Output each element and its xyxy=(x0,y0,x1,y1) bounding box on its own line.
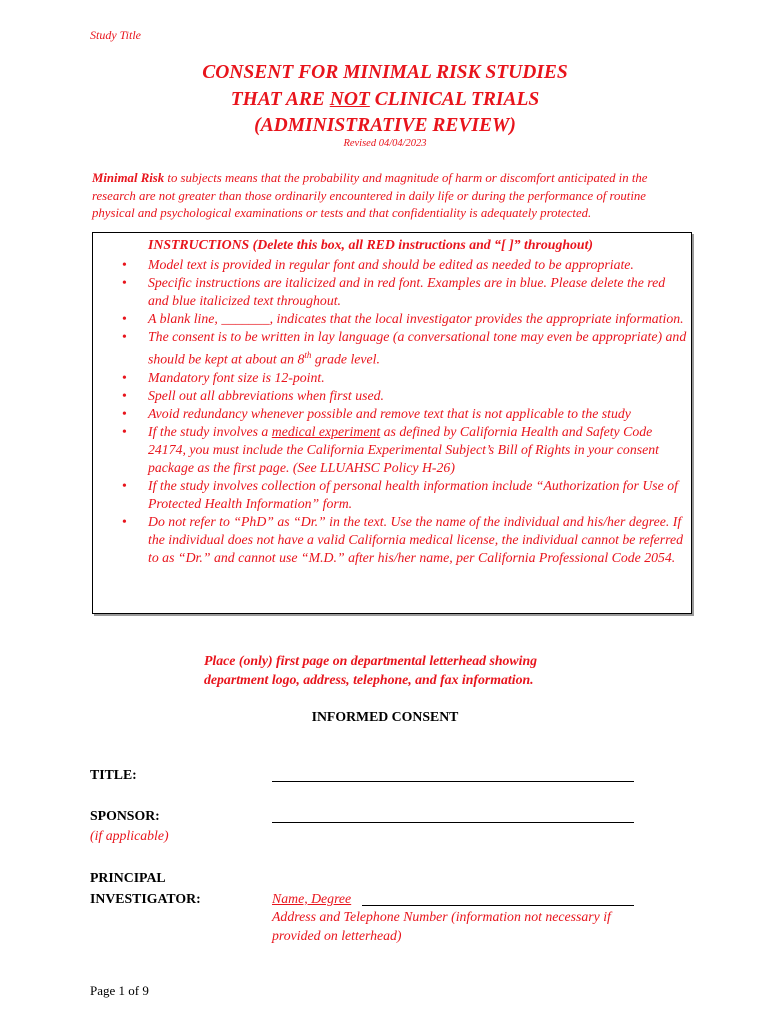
pi-address-line-2: provided on letterhead) xyxy=(272,928,402,943)
lay-language-pre: The consent is to be written in lay language (a conversational tone may even be appropriate) and should be kept at about an 8 xyxy=(148,329,687,367)
lay-language-post: grade level. xyxy=(311,351,380,367)
letterhead-note xyxy=(204,651,537,689)
informed-consent-heading: INFORMED CONSENT xyxy=(311,709,459,724)
pi-field-line[interactable] xyxy=(362,905,634,906)
instruction-item: • Spell out all abbreviations when first used. xyxy=(122,387,688,405)
instructions-heading: INSTRUCTIONS (Delete this box, all RED instructions and “[ ]” throughout) xyxy=(148,237,594,252)
instruction-item xyxy=(122,423,688,477)
title-line-2 xyxy=(0,87,770,114)
definition-term: Minimal Risk xyxy=(92,171,165,185)
document-title xyxy=(0,60,770,140)
page-number: Page 1 of 9 xyxy=(90,983,149,998)
letterhead-line-2: department logo, address, telephone, and fax information. xyxy=(204,672,534,687)
instruction-item xyxy=(122,328,688,369)
medexp-pre: If the study involves a xyxy=(148,423,272,439)
title-line-2-pre: THAT ARE xyxy=(230,88,330,110)
title-line-3: (ADMINISTRATIVE REVIEW) xyxy=(254,115,516,136)
lay-language-sup: th xyxy=(304,350,312,360)
pi-label-line-2: INVESTIGATOR: xyxy=(90,891,201,906)
sponsor-note: (if applicable) xyxy=(90,828,169,843)
title-line-2-post: CLINICAL TRIALS xyxy=(369,88,540,110)
instruction-item: • Avoid redundancy whenever possible and remove text that is not applicable to the study xyxy=(122,405,688,423)
minimal-risk-definition xyxy=(92,170,682,223)
instruction-item: • Specific instructions are italicized and in red font. Examples are in blue. Please delete the red and blue italicized text throughout. xyxy=(122,274,688,310)
definition-text: to subjects means that the probability and magnitude of harm or discomfort anticipated in the research are not greater than those ordinarily encountered in daily life or during the performance of routine physical and psychological examinations or tests and that confidentiality is adequately protected. xyxy=(92,171,648,221)
revised-date: Revised 04/04/2023 xyxy=(343,138,427,149)
instruction-item: • Do not refer to “PhD” as “Dr.” in the text. Use the name of the individual and his/her degree. If the individual does not have a valid California medical license, the individual cannot be referred to as “Dr.” and cannot use “M.D.” after his/her name, per California Professional Code 2054. xyxy=(122,513,688,567)
medexp-post: as defined by California Health and Safety Code 24174, you must include the California Experimental Subject’s Bill of Rights in your consent package as the first page. (See LLUAHSC Policy H-26) xyxy=(148,423,659,475)
title-label: TITLE: xyxy=(90,767,137,782)
pi-name-degree: Name, Degree xyxy=(272,891,352,906)
pi-label-line-1: PRINCIPAL xyxy=(90,870,166,885)
title-field-line[interactable] xyxy=(272,781,634,782)
sponsor-label: SPONSOR: xyxy=(90,808,160,823)
sponsor-field-line[interactable] xyxy=(272,822,634,823)
letterhead-line-1: Place (only) first page on departmental letterhead showing xyxy=(204,653,538,668)
instruction-item: • Mandatory font size is 12-point. xyxy=(122,369,688,387)
title-not: NOT xyxy=(329,88,370,110)
medical-experiment-link[interactable]: medical experiment xyxy=(271,423,381,439)
title-line-1: CONSENT FOR MINIMAL RISK STUDIES xyxy=(202,62,568,83)
instruction-item: • If the study involves collection of personal health information include “Authorization for Use of Protected Health Information” form. xyxy=(122,477,688,513)
instruction-item: • Model text is provided in regular font and should be edited as needed to be appropriate. xyxy=(122,256,688,274)
instruction-item: • A blank line, _______, indicates that the local investigator provides the appropriate information. xyxy=(122,310,688,328)
study-title-header: Study Title xyxy=(90,28,141,42)
instructions-list xyxy=(122,256,688,567)
pi-address-line-1: Address and Telephone Number (information not necessary if xyxy=(272,909,611,924)
